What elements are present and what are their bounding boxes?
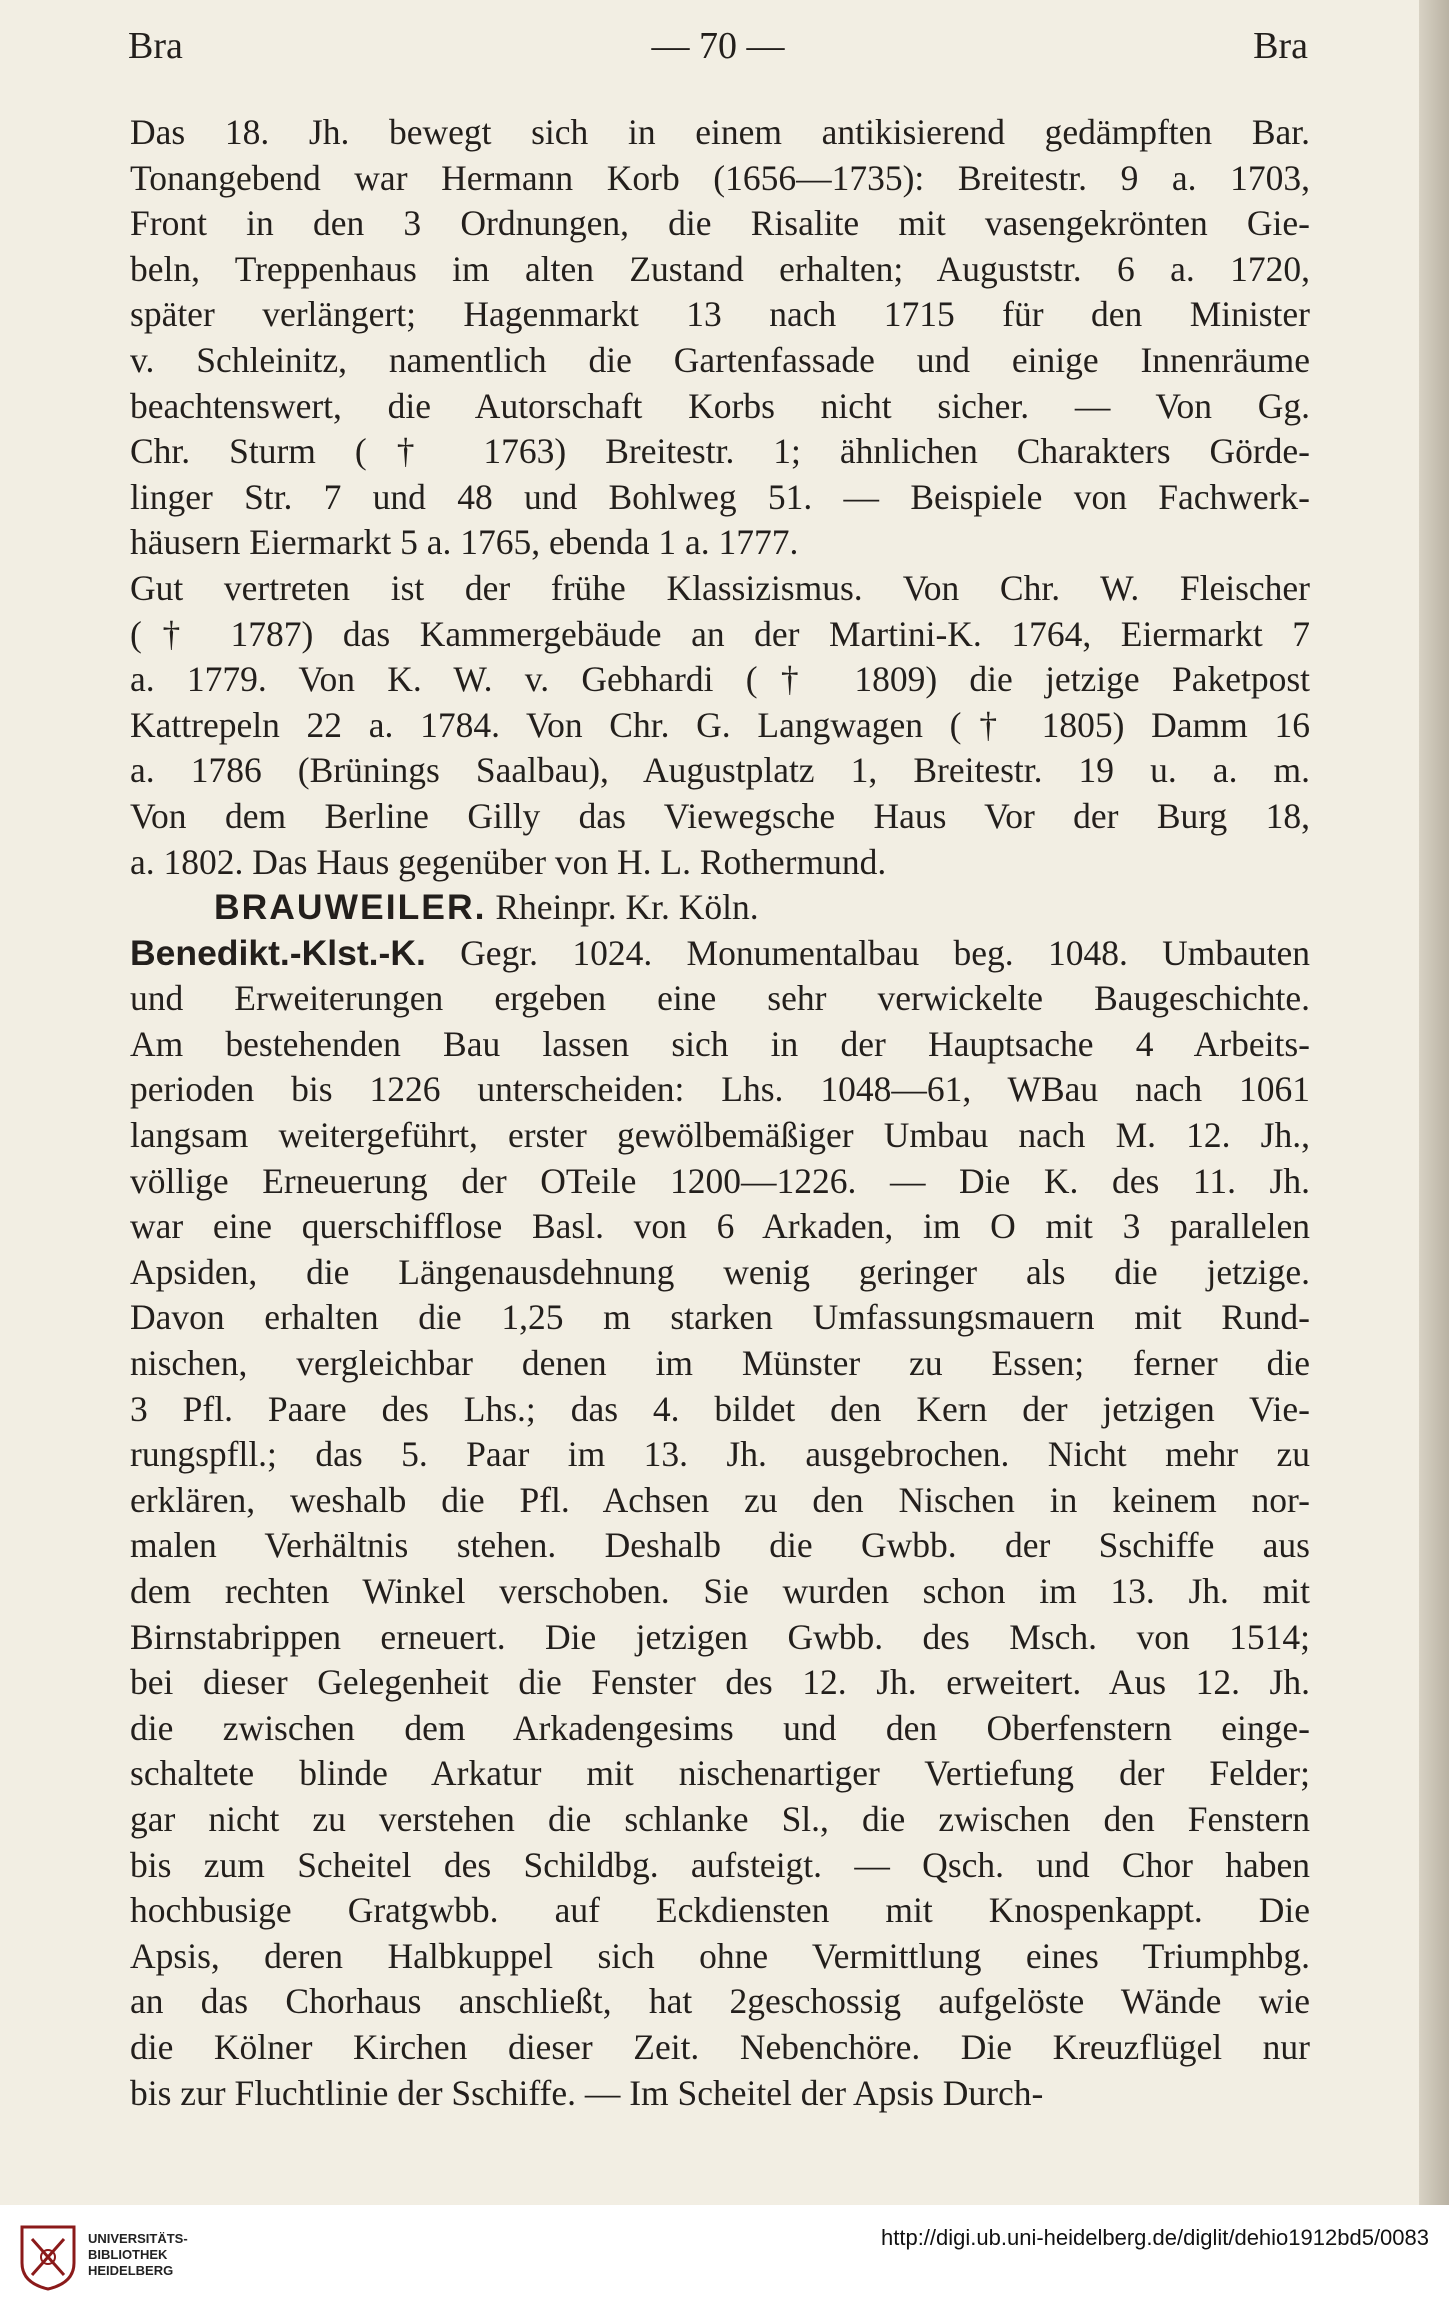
text-line: bis zum Scheitel des Schildbg. aufsteigt. — Qsch. und Chor haben [130, 1844, 1310, 1885]
footer [0, 2205, 1449, 2309]
entry-region: Rheinpr. Kr. Köln. [495, 887, 759, 928]
text-line: bis zur Fluchtlinie der Sschiffe. — Im Scheitel der Apsis Durch- [130, 2072, 1044, 2113]
text-line: völlige Erneuerung der OTeile 1200—1226. — Die K. des 11. Jh. [130, 1160, 1310, 1201]
text-line: a. 1786 (Brünings Saalbau), Augustplatz 1, Breitestr. 19 u. a. m. [130, 750, 1310, 791]
text-line: v. Schleinitz, namentlich die Gartenfassade und einige Innenräume [130, 339, 1310, 380]
text-line: a. 1779. Von K. W. v. Gebhardi († 1809) die jetzige Paketpost [130, 659, 1310, 700]
text-line: und Erweiterungen ergeben eine sehr verwickelte Baugeschichte. [130, 978, 1310, 1019]
text-line: gar nicht zu verstehen die schlanke Sl., die zwischen den Fenstern [130, 1798, 1310, 1839]
library-name-line: BIBLIOTHEK [88, 2247, 168, 2262]
text-line: († 1787) das Kammergebäude an der Martini-K. 1764, Eiermarkt 7 [130, 613, 1310, 654]
text-line: die zwischen dem Arkadengesims und den Oberfenstern einge- [130, 1707, 1310, 1748]
header-left-word: Bra [128, 25, 183, 67]
text-line: Chr. Sturm († 1763) Breitestr. 1; ähnlichen Charakters Görde- [130, 431, 1310, 472]
entry-body [130, 976, 1310, 2116]
text-line: Am bestehenden Bau lassen sich in der Hauptsache 4 Arbeits- [130, 1023, 1310, 1064]
library-name-line: UNIVERSITÄTS- [88, 2231, 188, 2246]
text-line: Front in den 3 Ordnungen, die Risalite mit vasengekrönten Gie- [130, 203, 1310, 244]
entry-first-line [130, 931, 1310, 977]
text-line: Das 18. Jh. bewegt sich in einem antikisierend gedämpften Bar. [130, 112, 1310, 152]
paragraph-classicism [130, 566, 1310, 885]
text-line: Gut vertreten ist der frühe Klassizismus. Von Chr. W. Fleischer [130, 567, 1310, 608]
text-line: Apsiden, die Längenausdehnung wenig geringer als die jetzige. [130, 1251, 1310, 1292]
text-line: Von dem Berline Gilly das Viewegsche Haus Vor der Burg 18, [130, 795, 1310, 836]
text-line: perioden bis 1226 unterscheiden: Lhs. 1048—61, WBau nach 1061 [130, 1069, 1310, 1110]
text-line: beln, Treppenhaus im alten Zustand erhalten; Auguststr. 6 a. 1720, [130, 248, 1310, 289]
text-line: erklären, weshalb die Pfl. Achsen zu den Nischen in keinem nor- [130, 1479, 1310, 1520]
entry-heading [130, 885, 1310, 931]
library-name [88, 2231, 188, 2279]
text-line: hochbusige Gratgwbb. auf Eckdiensten mit Knospenkappt. Die [130, 1890, 1310, 1931]
source-url-link[interactable]: http://digi.ub.uni-heidelberg.de/diglit/dehio1912bd5/0083 [881, 2225, 1429, 2250]
text-line: Kattrepeln 22 a. 1784. Von Chr. G. Langwagen († 1805) Damm 16 [130, 704, 1310, 745]
page-number: — 70 — [651, 25, 785, 67]
text-line: an das Chorhaus anschließt, hat 2geschossig aufgelöste Wände wie [130, 1981, 1310, 2022]
text-line: nischen, vergleichbar denen im Münster zu Essen; ferner die [130, 1343, 1310, 1384]
text-line: bei dieser Gelegenheit die Fenster des 12. Jh. erweitert. Aus 12. Jh. [130, 1662, 1310, 1703]
text-line: Davon erhalten die 1,25 m starken Umfassungsmauern mit Rund- [130, 1297, 1310, 1338]
header-right-word: Bra [1253, 25, 1308, 67]
text-line: a. 1802. Das Haus gegenüber von H. L. Rothermund. [130, 841, 887, 882]
text-line: dem rechten Winkel verschoben. Sie wurden schon im 13. Jh. mit [130, 1571, 1310, 1611]
text-line: beachtenswert, die Autorschaft Korbs nicht sicher. — Von Gg. [130, 385, 1310, 426]
text-line: rungspfll.; das 5. Paar im 13. Jh. ausgebrochen. Nicht mehr zu [130, 1434, 1310, 1475]
text-line: Tonangebend war Hermann Korb (1656—1735): Breitestr. 9 a. 1703, [130, 157, 1310, 198]
text-line: linger Str. 7 und 48 und Bohlweg 51. — Beispiele von Fachwerk- [130, 476, 1310, 517]
text-line: später verlängert; Hagenmarkt 13 nach 1715 für den Minister [130, 294, 1310, 335]
text-line: Apsis, deren Halbkuppel sich ohne Vermittlung eines Triumphbg. [130, 1935, 1310, 1976]
text-line: malen Verhältnis stehen. Deshalb die Gwbb. der Sschiffe aus [130, 1525, 1310, 1566]
library-seal-icon[interactable] [18, 2223, 78, 2291]
main-text [130, 110, 1310, 2116]
text-line: die Kölner Kirchen dieser Zeit. Nebenchöre. Die Kreuzflügel nur [130, 2026, 1310, 2067]
text-line: häusern Eiermarkt 5 a. 1765, ebenda 1 a. 1777. [130, 522, 799, 563]
text-line: langsam weitergeführt, erster gewölbemäßiger Umbau nach M. 12. Jh., [130, 1115, 1310, 1156]
entry-place: BRAUWEILER. [214, 887, 487, 928]
text-line: Birnstabrippen erneuert. Die jetzigen Gwbb. des Msch. von 1514; [130, 1616, 1310, 1657]
paragraph-baroque [130, 110, 1310, 566]
entry-lead: Benedikt.-Klst.-K. [130, 932, 426, 973]
text-line: 3 Pfl. Paare des Lhs.; das 4. bildet den Kern der jetzigen Vie- [130, 1388, 1310, 1429]
running-header [128, 24, 1308, 84]
text-line: war eine querschifflose Basl. von 6 Arkaden, im O mit 3 parallelen [130, 1206, 1310, 1247]
text-line: schaltete blinde Arkatur mit nischenartiger Vertiefung der Felder; [130, 1753, 1310, 1794]
entry-first-rest: Gegr. 1024. Monumentalbau beg. 1048. Umbauten [460, 932, 1310, 973]
library-name-line: HEIDELBERG [88, 2263, 174, 2278]
book-edge [1419, 0, 1449, 2309]
